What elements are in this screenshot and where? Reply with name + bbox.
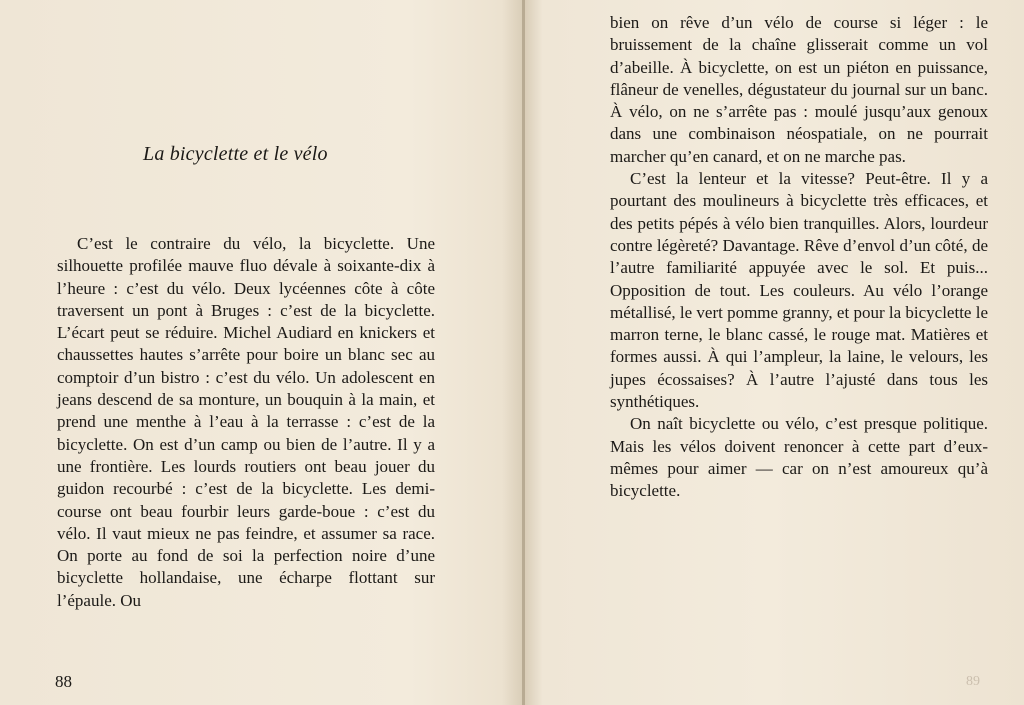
chapter-title: La bicyclette et le vélo bbox=[143, 143, 328, 165]
paragraph: bien on rêve d’un vélo de course si léger : le bruissement de la chaîne glisserait comme un vol d’abeille. À bicyclette, on est un piéton en puissance, flâneur de venelles, dégustateur du journal sur un banc. À vélo, on ne s’arrête pas : moulé jusqu’aux genoux dans une combinaison néospatiale, on ne pourrait marcher qu’en canard, et on ne marche pas. bbox=[610, 13, 988, 166]
page-number: 88 bbox=[55, 672, 72, 691]
book-gutter bbox=[522, 0, 525, 705]
right-page bbox=[526, 0, 1024, 705]
left-text-column bbox=[57, 233, 435, 612]
page-number-faint: 89 bbox=[966, 674, 980, 689]
paragraph: On naît bicyclette ou vélo, c’est presque politique. Mais les vélos doivent renoncer à cette part d’eux-mêmes pour aimer — car on n’est amoureux qu’à bicyclette. bbox=[610, 414, 988, 501]
right-text-column bbox=[610, 12, 988, 503]
paragraph: C’est la lenteur et la vitesse? Peut-être. Il y a pourtant des moulineurs à bicyclette très efficaces, et des petits pépés à vélo bien tranquilles. Alors, lourdeur contre légèreté? Davantage. Rêve d’envol d’un côté, de l’autre familiarité appuyée avec le sol. Et puis... Opposition de tout. Les couleurs. Au vélo l’orange métallisé, le vert pomme granny, et pour la bicyclette le marron terne, le blanc cassé, le rouge mat. Matières et formes aussi. À qui l’ampleur, la laine, le velours, les jupes écossaises? À l’autre l’ajusté dans tous les synthétiques. bbox=[610, 169, 988, 412]
paragraph: C’est le contraire du vélo, la bicyclette. Une silhouette profilée mauve fluo dévale à soixante-dix à l’heure : c’est du vélo. Deux lycéennes côte à côte traversent un pont à Bruges : c’est de la bicyclette. L’écart peut se réduire. Michel Audiard en knickers et chaussettes hautes s’arrête pour boire un blanc sec au comptoir d’un bistro : c’est du vélo. Un adolescent en jeans descend de sa monture, un bouquin à la main, et prend une menthe à l’eau à la terrasse : c’est de la bicyclette. On est d’un camp ou bien de l’autre. Il y a une frontière. Les lourds routiers ont beau jouer du guidon recourbé : c’est de la bicyclette. Les demi-course ont beau fourbir leurs garde-boue : c’est du vélo. Il vaut mieux ne pas feindre, et assumer sa race. On porte au fond de soi la perfection noire d’une bicyclette hollandaise, une écharpe flottant sur l’épaule. Ou bbox=[57, 234, 435, 610]
